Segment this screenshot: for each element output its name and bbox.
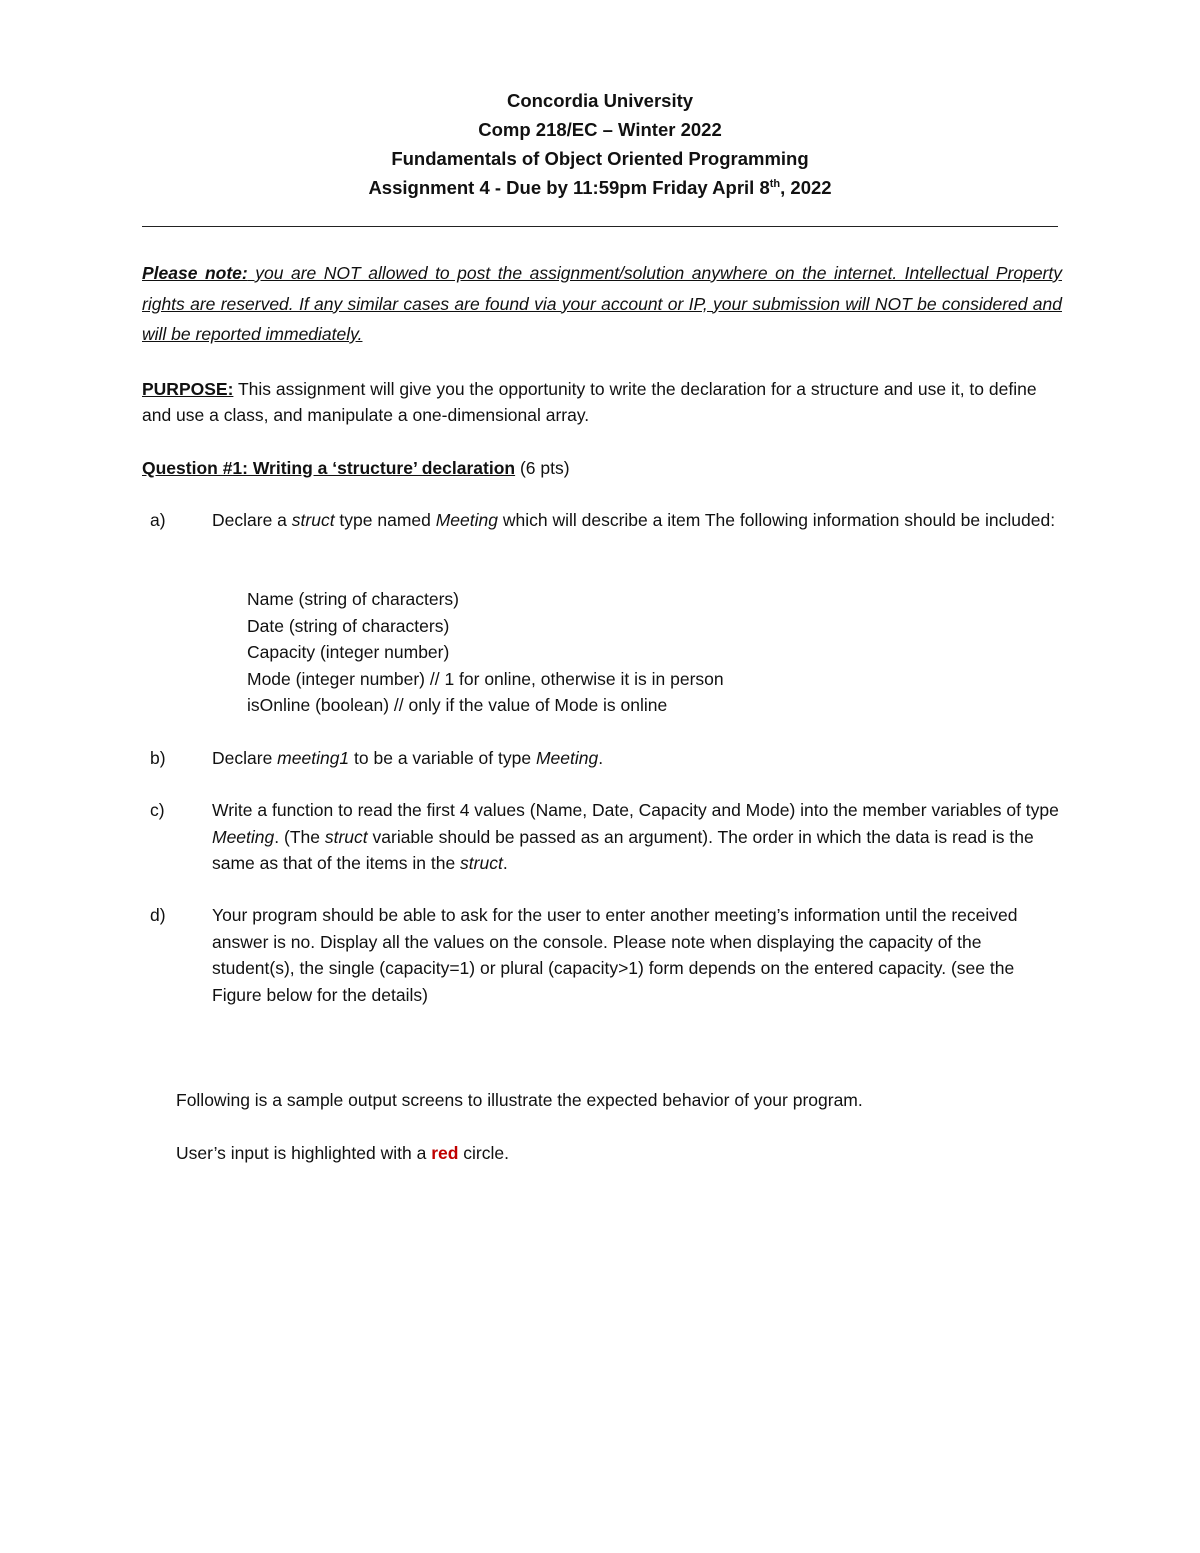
course-title: Comp 218/EC – Winter 2022 <box>478 119 722 140</box>
field-isonline: isOnline (boolean) // only if the value of Mode is online <box>247 695 668 715</box>
assignment-title: Assignment 4 - Due by 11:59pm Friday April 8th, 2022 <box>368 177 832 198</box>
university-name: Concordia University <box>506 90 694 111</box>
item-c-label: c) <box>150 800 165 820</box>
item-c-text: Write a function to read the first 4 values (Name, Date, Capacity and Mode) into the member variables of type Meeting. (The struct variable should be passed as an argument). The order in which the data is read is the same as that of the items in the struct. <box>212 800 1059 873</box>
item-a-text: Declare a struct type named Meeting which will describe a item The following information should be included: <box>212 510 1056 530</box>
purpose-label: PURPOSE: <box>142 379 234 399</box>
copyright-note <box>142 258 1062 350</box>
item-b-label: b) <box>150 748 166 768</box>
field-name: Name (string of characters) <box>247 589 460 609</box>
field-capacity: Capacity (integer number) <box>247 642 450 662</box>
header-divider <box>142 226 1058 227</box>
document-header <box>0 86 1200 202</box>
item-d-label: d) <box>150 905 166 925</box>
question-1-heading: Question #1: Writing a ‘structure’ declaration (6 pts) <box>142 458 570 478</box>
note-text: you are NOT allowed to post the assignment/solution anywhere on the internet. Intellectual Property rights are reserved. If any similar cases are found via your account or IP, your submission will NOT be considered and will be reported immediately. <box>142 263 1062 344</box>
input-highlight-note: User’s input is highlighted with a red circle. <box>176 1143 509 1163</box>
purpose-text: This assignment will give you the opportunity to write the declaration for a structure and use it, to define and use a class, and manipulate a one-dimensional array. <box>142 379 1037 425</box>
field-mode: Mode (integer number) // 1 for online, otherwise it is in person <box>247 668 724 689</box>
purpose-paragraph <box>142 376 1060 428</box>
field-date: Date (string of characters) <box>247 615 450 636</box>
item-a-label: a) <box>150 510 166 530</box>
course-subtitle: Fundamentals of Object Oriented Programming <box>391 148 809 169</box>
item-d-text: Your program should be able to ask for the user to enter another meeting’s information until the received answer is no. Display all the values on the console. Please note when displaying the capacity of the student(s), the single (capacity=1) or plural (capacity>1) form depends on the entered capacity. (see the Figure below for the details) <box>212 905 1018 1005</box>
red-word: red <box>431 1143 459 1163</box>
sample-intro: Following is a sample output screens to illustrate the expected behavior of your program. <box>176 1090 863 1110</box>
item-b-text: Declare meeting1 to be a variable of type Meeting. <box>212 748 604 768</box>
note-label: Please note: <box>142 263 248 283</box>
struct-field-list <box>247 586 724 719</box>
